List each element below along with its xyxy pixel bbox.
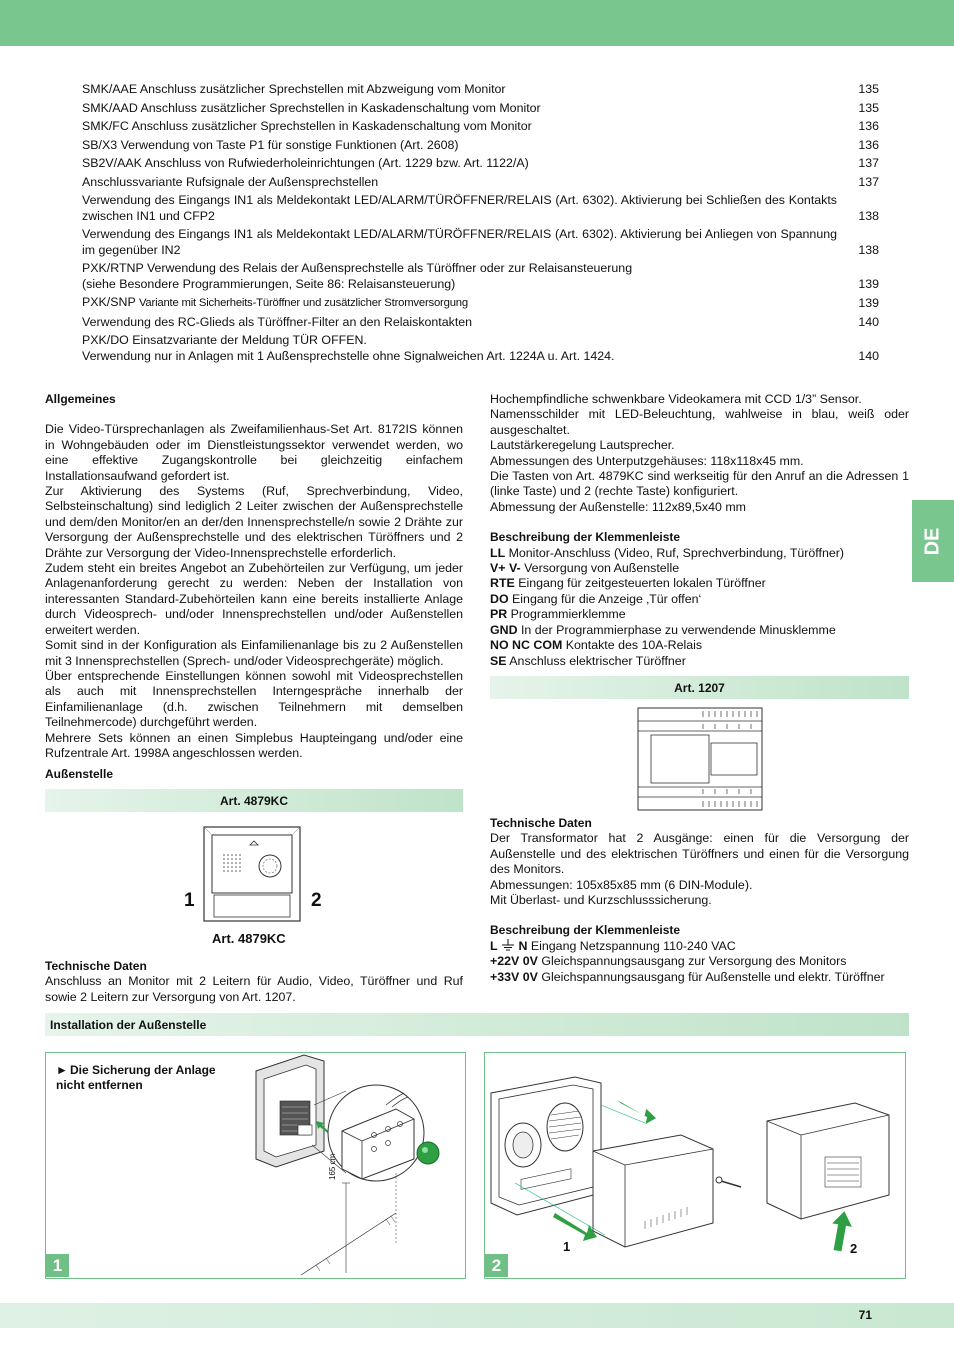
wall-box-drawing [246,1053,461,1277]
toc-text: Anschlussvariante Rufsignale der Außensprechstellen [82,174,379,189]
toc-row [82,315,879,331]
toc-text: Verwendung des Eingangs IN1 als Meldekontakt LED/ALARM/TÜRÖFFNER/RELAIS (Art. 6302). Aktivierung bei Schließen des Kontakts zwischen IN1 und CFP2 [82,193,837,223]
terminal-row [490,970,909,985]
height-dimension-text: 165 cm [328,1153,337,1180]
arrow-icon: ► [56,1063,68,1077]
toc-page: 138 [858,208,879,223]
technische-daten-text: Anschluss an Monitor mit 2 Leitern für Audio, Video, Türöffner und Ruf sowie 2 Leitern zur Versorgung von Art. 1207. [45,974,463,1004]
toc-row [82,138,879,154]
terminal-row [490,592,909,607]
toc-text: SMK/AAD Anschluss zusätzlicher Sprechstellen in Kaskadenschaltung vom Monitor [82,100,541,115]
transformer-drawing [637,707,763,811]
installation-band: Installation der Außenstelle [45,1013,909,1036]
terminal-desc: Gleichspannungsausgang für Außenstelle und elektr. Türöffner [537,969,885,984]
toc-text [82,333,837,364]
toc-text-line1: PXK/RTNP Verwendung des Relais der Außensprechstelle als Türöffner oder zur Relaisansteuerung [82,261,633,275]
step-number-text: 1 [52,1255,63,1275]
terminal-key: NO NC COM [490,638,563,653]
terminal-key: +33V 0V [490,969,538,984]
terminal-desc: Eingang für die Anzeige ‚Tür offen‘ [508,591,702,606]
page-number: 71 [858,1308,872,1322]
figure-caption: Art. 4879KC [212,931,286,946]
toc-row [82,333,879,364]
terminal-key: DO [490,591,509,606]
terminal-desc: Kontakte des 10A-Relais [562,638,703,653]
technische-daten-text: Abmessungen: 105x85x85 mm (6 DIN-Module). [490,877,753,892]
allgemeines-paragraph: Zur Aktivierung des Systems (Ruf, Sprechverbindung, Video, Selbsteinschaltung) sind lediglich 2 Leiter zwischen der Außensprechstelle und dem/den Monitor/en an der/den Innensprechstelle/n sowie 2 Drähte zur Versorgung der Außensprechstelle und des elektrischen Türöffners und 2 Drähte zur Versorgung der Video-Innensprechstelle erforderlich. [45,484,463,560]
toc-text-line1: PXK/DO Einsatzvariante der Meldung TÜR OFFEN. [82,333,367,347]
step-number [46,1254,69,1277]
outdoor-station-figure [180,823,330,953]
art-1207-band: Art. 1207 [490,676,909,699]
toc-row [82,261,879,292]
step-number [485,1254,508,1277]
toc-text: SMK/AAE Anschluss zusätzlicher Sprechstellen mit Abzweigung vom Monitor [82,82,506,96]
allgemeines-paragraph: Über entsprechende Einstellungen können sowohl mit Videosprechstellen als auch mit Innensprechstellen Interngespräche innerhalb der Einfamilienanlage (d.h. zwischen Teilnehmern mit demselben Teilnehmercode) durchgeführt werden. [45,668,463,730]
toc-text: Verwendung des RC-Glieds als Türöffner-Filter an den Relaiskontakten [82,314,473,329]
right-techdata [490,816,909,985]
toc-text-line2: Verwendung nur in Anlagen mit 1 Außensprechstelle ohne Signalweichen Art. 1224A u. Art. 1424. [82,348,615,363]
terminal-key: +22V 0V [490,954,538,969]
toc-page: 135 [858,82,879,96]
technische-daten-heading: Technische Daten [45,959,147,973]
terminal-key: L [490,938,498,953]
spec-line: Namensschilder mit LED-Beleuchtung, wahlweise in blau, weiß oder ausgeschaltet. [490,407,909,437]
toc-row [82,119,879,135]
terminal-desc: Programmierklemme [507,607,626,622]
technische-daten-heading: Technische Daten [490,816,592,830]
terminal-key: RTE [490,576,515,591]
spec-line: Lautstärkeregelung Lautsprecher. [490,438,675,453]
terminal-row [490,939,909,954]
terminal-row [490,561,909,576]
spec-line: Die Tasten von Art. 4879KC sind werkseitig für den Anruf an die Adressen 1 (linke Taste) und 2 (rechte Taste) konfiguriert. [490,469,909,499]
left-techdata [45,959,463,1005]
toc-text: SB/X3 Verwendung von Taste P1 für sonstige Funktionen (Art. 2608) [82,137,459,152]
toc-page: 136 [858,137,879,152]
toc-row [82,193,879,224]
safety-note [56,1063,236,1093]
left-column [45,392,463,783]
terminal-row [490,623,909,638]
toc-text: SB2V/AAK Anschluss von Rufwiederholeinrichtungen (Art. 1229 bzw. Art. 1122/A) [82,156,529,170]
toc-text-prefix: PXK/SNP [82,295,139,309]
toc-row [82,101,879,117]
terminal-key: V+ V- [490,561,521,576]
toc-row [82,227,879,258]
allgemeines-paragraph: Die Video-Türsprechanlagen als Zweifamilienhaus-Set Art. 8172IS können in Wohngebäuden oder im Dienstleistungssektor verwendet werden, wo eine effektive Zugangskontrolle bei gleichzeitig einfachem Installationsaufwand gefordert ist. [45,422,463,483]
right-column [490,392,909,669]
toc-page: 139 [858,296,879,310]
installation-step-2 [484,1052,906,1279]
toc-row [82,156,879,172]
top-color-bar [0,0,954,46]
terminal-key: GND [490,622,518,637]
toc-page: 140 [858,348,879,363]
terminal-desc: Monitor-Anschluss (Video, Ruf, Sprechverbindung, Türöffner) [505,545,844,560]
ground-icon [501,939,515,951]
allgemeines-paragraph: Mehrere Sets können an einen Simplebus Haupteingang und/oder eine Rufzentrale Art. 1998A angeschlossen werden. [45,730,463,760]
figure-label-2: 2 [311,890,322,911]
terminal-row [490,546,909,561]
toc-row [82,295,879,312]
assembly-label-1: 1 [563,1239,571,1254]
toc-text-small: Variante mit Sicherheits-Türöffner und zusätzlicher Stromversorgung [138,297,468,309]
technische-daten-text: Der Transformator hat 2 Ausgänge: einen für die Versorgung der Außenstelle und des elektrischen Türöffners und einen für die Versorgung des Monitors. [490,831,909,877]
footer-bar [0,1303,954,1328]
language-tab-label: DE [921,527,944,555]
klemmenleiste-heading: Beschreibung der Klemmenleiste [490,923,681,938]
terminal-desc: Versorgung von Außenstelle [520,561,680,576]
toc-page: 137 [858,156,879,170]
terminal-desc: Anschluss elektrischer Türöffner [506,653,686,668]
klemmenleiste-heading: Beschreibung der Klemmenleiste [490,530,681,545]
step-number-text: 2 [491,1255,502,1275]
height-dimension-label [328,1154,337,1180]
toc-text [82,261,837,292]
terminal-row [490,954,909,969]
allgemeines-heading: Allgemeines [45,392,116,406]
toc-text [82,295,837,312]
allgemeines-paragraph: Zudem steht ein breites Angebot an Zubehörteilen zur Verfügung, um jeder Anlagenanforderung gerecht zu werden: Neben der Installation von interessanten Standard-Zubehörteilen kann eine bereits installierte Anlage durch Videosprech- und/oder Innensprechstellen und/oder Außenstellen erweitert werden. [45,561,463,637]
safety-note-text: Die Sicherung der Anlage nicht entfernen [56,1063,216,1092]
terminal-key: N [518,938,528,953]
technische-daten-text: Mit Überlast- und Kurzschlusssicherung. [490,893,712,908]
spec-line: Abmessungen des Unterputzgehäuses: 118x118x45 mm. [490,453,804,468]
table-of-contents [82,82,879,367]
toc-text: SMK/FC Anschluss zusätzlicher Sprechstellen in Kaskadenschaltung vom Monitor [82,119,532,133]
terminal-row [490,638,909,653]
terminal-row [490,607,909,622]
terminal-desc: Eingang Netzspannung 110-240 VAC [527,938,736,953]
spec-line: Hochempfindliche schwenkbare Videokamera mit CCD 1/3” Sensor. [490,392,862,406]
art-4879kc-band: Art. 4879KC [45,789,463,812]
terminal-desc: Eingang für zeitgesteuerten lokalen Türöffner [514,576,766,591]
toc-text: Verwendung des Eingangs IN1 als Meldekontakt LED/ALARM/TÜRÖFFNER/RELAIS (Art. 6302). Aktivierung bei Anliegen von Spannung im gegenüber IN2 [82,227,837,257]
terminal-key: SE [490,653,507,668]
toc-page: 138 [858,242,879,257]
toc-page: 137 [858,174,879,189]
toc-page: 135 [858,100,879,115]
toc-page: 140 [858,314,879,329]
aussenstelle-heading: Außenstelle [45,767,114,782]
assembly-label-2: 2 [850,1241,858,1256]
terminal-row [490,576,909,591]
toc-row [82,175,879,191]
terminal-key: LL [490,545,506,560]
terminal-desc: In der Programmierphase zu verwendende Minusklemme [517,622,836,637]
spec-line: Abmessung der Außenstelle: 112x89,5x40 mm [490,499,746,514]
toc-page: 139 [858,276,879,291]
allgemeines-paragraph: Somit sind in der Konfiguration als Einfamilienanlage bis zu 2 Außenstellen mit 3 Innensprechstellen (Sprech- und/oder Videosprechgeräte) möglich. [45,638,463,668]
figure-label-1: 1 [184,890,195,911]
toc-page: 136 [858,119,879,133]
language-tab [912,500,954,582]
terminal-key: PR [490,607,508,622]
outdoor-station-drawing [180,823,330,923]
toc-text-line2: (siehe Besondere Programmierungen, Seite 86: Relaisansteuerung) [82,276,456,291]
outdoor-station-assembly-drawing [485,1053,905,1277]
terminal-desc: Gleichspannungsausgang zur Versorgung des Monitors [537,954,847,969]
terminal-row [490,654,909,669]
installation-step-1 [45,1052,466,1279]
toc-row [82,82,879,98]
